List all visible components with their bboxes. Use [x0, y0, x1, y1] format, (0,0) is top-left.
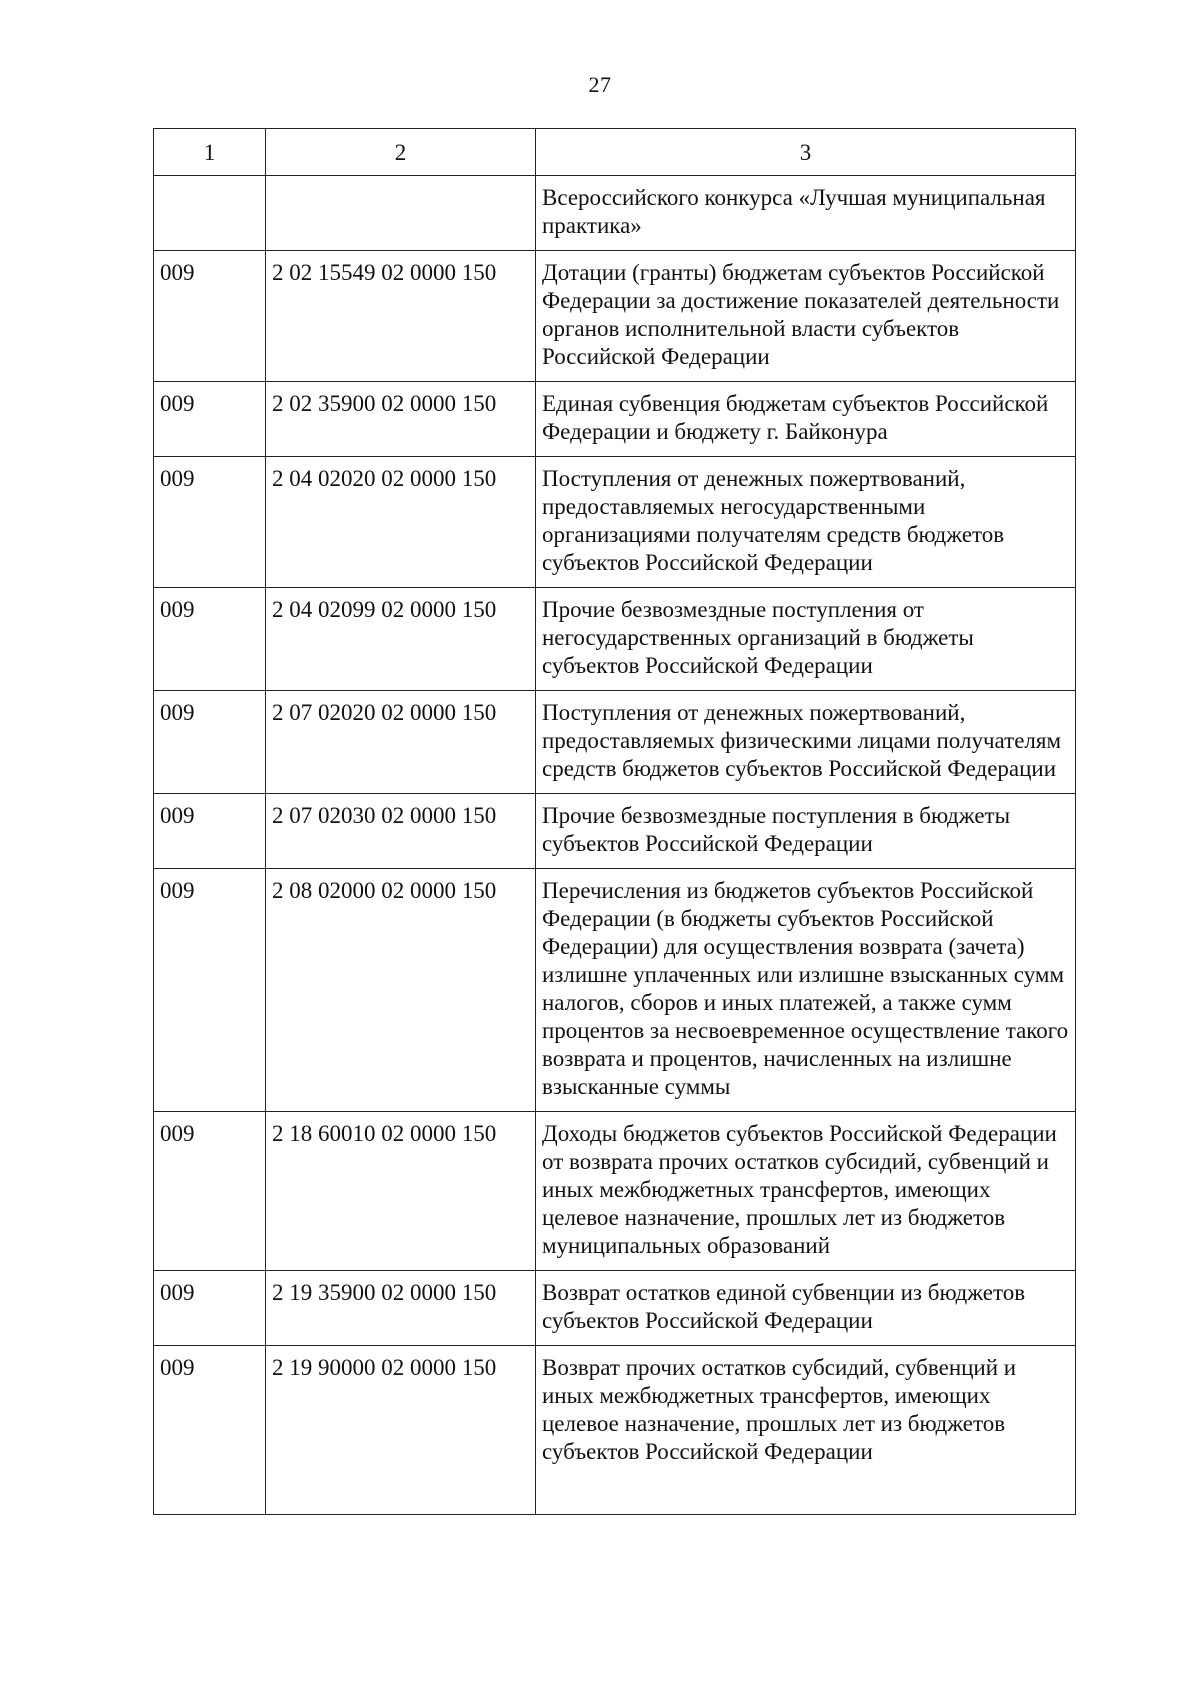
admin-code-cell: 009 — [154, 1112, 266, 1271]
budget-code-cell: 2 07 02020 02 0000 150 — [266, 691, 536, 794]
admin-code-cell: 009 — [154, 794, 266, 869]
admin-code-cell: 009 — [154, 1271, 266, 1346]
admin-code-cell: 009 — [154, 251, 266, 382]
description-cell: Единая субвенция бюджетам субъектов Российской Федерации и бюджету г. Байконура — [536, 382, 1076, 457]
header-cell-3: 3 — [536, 129, 1076, 176]
admin-code-cell: 009 — [154, 869, 266, 1112]
admin-code-cell — [154, 176, 266, 251]
table-row — [154, 588, 1076, 691]
budget-code-cell: 2 02 35900 02 0000 150 — [266, 382, 536, 457]
table-row — [154, 382, 1076, 457]
budget-code-cell: 2 02 15549 02 0000 150 — [266, 251, 536, 382]
budget-code-cell: 2 08 02000 02 0000 150 — [266, 869, 536, 1112]
description-cell: Прочие безвозмездные поступления от негосударственных организаций в бюджеты субъектов Российской Федерации — [536, 588, 1076, 691]
header-cell-1: 1 — [154, 129, 266, 176]
table-row — [154, 794, 1076, 869]
budget-code-cell: 2 04 02020 02 0000 150 — [266, 457, 536, 588]
table-row — [154, 1112, 1076, 1271]
budget-code-cell — [266, 176, 536, 251]
admin-code-cell: 009 — [154, 382, 266, 457]
budget-code-cell: 2 19 35900 02 0000 150 — [266, 1271, 536, 1346]
budget-code-cell: 2 19 90000 02 0000 150 — [266, 1346, 536, 1515]
description-cell: Возврат остатков единой субвенции из бюджетов субъектов Российской Федерации — [536, 1271, 1076, 1346]
table-row — [154, 869, 1076, 1112]
admin-code-cell: 009 — [154, 588, 266, 691]
description-cell: Поступления от денежных пожертвований, предоставляемых физическими лицами получателям средств бюджетов субъектов Российской Федерации — [536, 691, 1076, 794]
description-cell: Всероссийского конкурса «Лучшая муниципальная практика» — [536, 176, 1076, 251]
table-row — [154, 1346, 1076, 1515]
description-cell: Возврат прочих остатков субсидий, субвенций и иных межбюджетных трансфертов, имеющих целевое назначение, прошлых лет из бюджетов субъектов Российской Федерации — [536, 1346, 1076, 1515]
budget-codes-table — [153, 128, 1076, 1515]
admin-code-cell: 009 — [154, 691, 266, 794]
table-row — [154, 176, 1076, 251]
table-header-row — [154, 129, 1076, 176]
budget-code-cell: 2 04 02099 02 0000 150 — [266, 588, 536, 691]
admin-code-cell: 009 — [154, 457, 266, 588]
admin-code-cell: 009 — [154, 1346, 266, 1515]
budget-code-cell: 2 07 02030 02 0000 150 — [266, 794, 536, 869]
description-cell: Прочие безвозмездные поступления в бюджеты субъектов Российской Федерации — [536, 794, 1076, 869]
header-cell-2: 2 — [266, 129, 536, 176]
table-row — [154, 1271, 1076, 1346]
table-row — [154, 691, 1076, 794]
page-number: 27 — [588, 72, 612, 97]
table-row — [154, 251, 1076, 382]
description-cell: Дотации (гранты) бюджетам субъектов Российской Федерации за достижение показателей деятельности органов исполнительной власти субъектов Российской Федерации — [536, 251, 1076, 382]
description-cell: Поступления от денежных пожертвований, предоставляемых негосударственными организациями получателям средств бюджетов субъектов Российской Федерации — [536, 457, 1076, 588]
budget-code-cell: 2 18 60010 02 0000 150 — [266, 1112, 536, 1271]
table-row — [154, 457, 1076, 588]
description-cell: Доходы бюджетов субъектов Российской Федерации от возврата прочих остатков субсидий, субвенций и иных межбюджетных трансфертов, имеющих целевое назначение, прошлых лет из бюджетов муниципальных образований — [536, 1112, 1076, 1271]
description-cell: Перечисления из бюджетов субъектов Российской Федерации (в бюджеты субъектов Российской Федерации) для осуществления возврата (зачета) излишне уплаченных или излишне взысканных сумм налогов, сборов и иных платежей, а также сумм процентов за несвоевременное осуществление такого возврата и процентов, начисленных на излишне взысканные суммы — [536, 869, 1076, 1112]
